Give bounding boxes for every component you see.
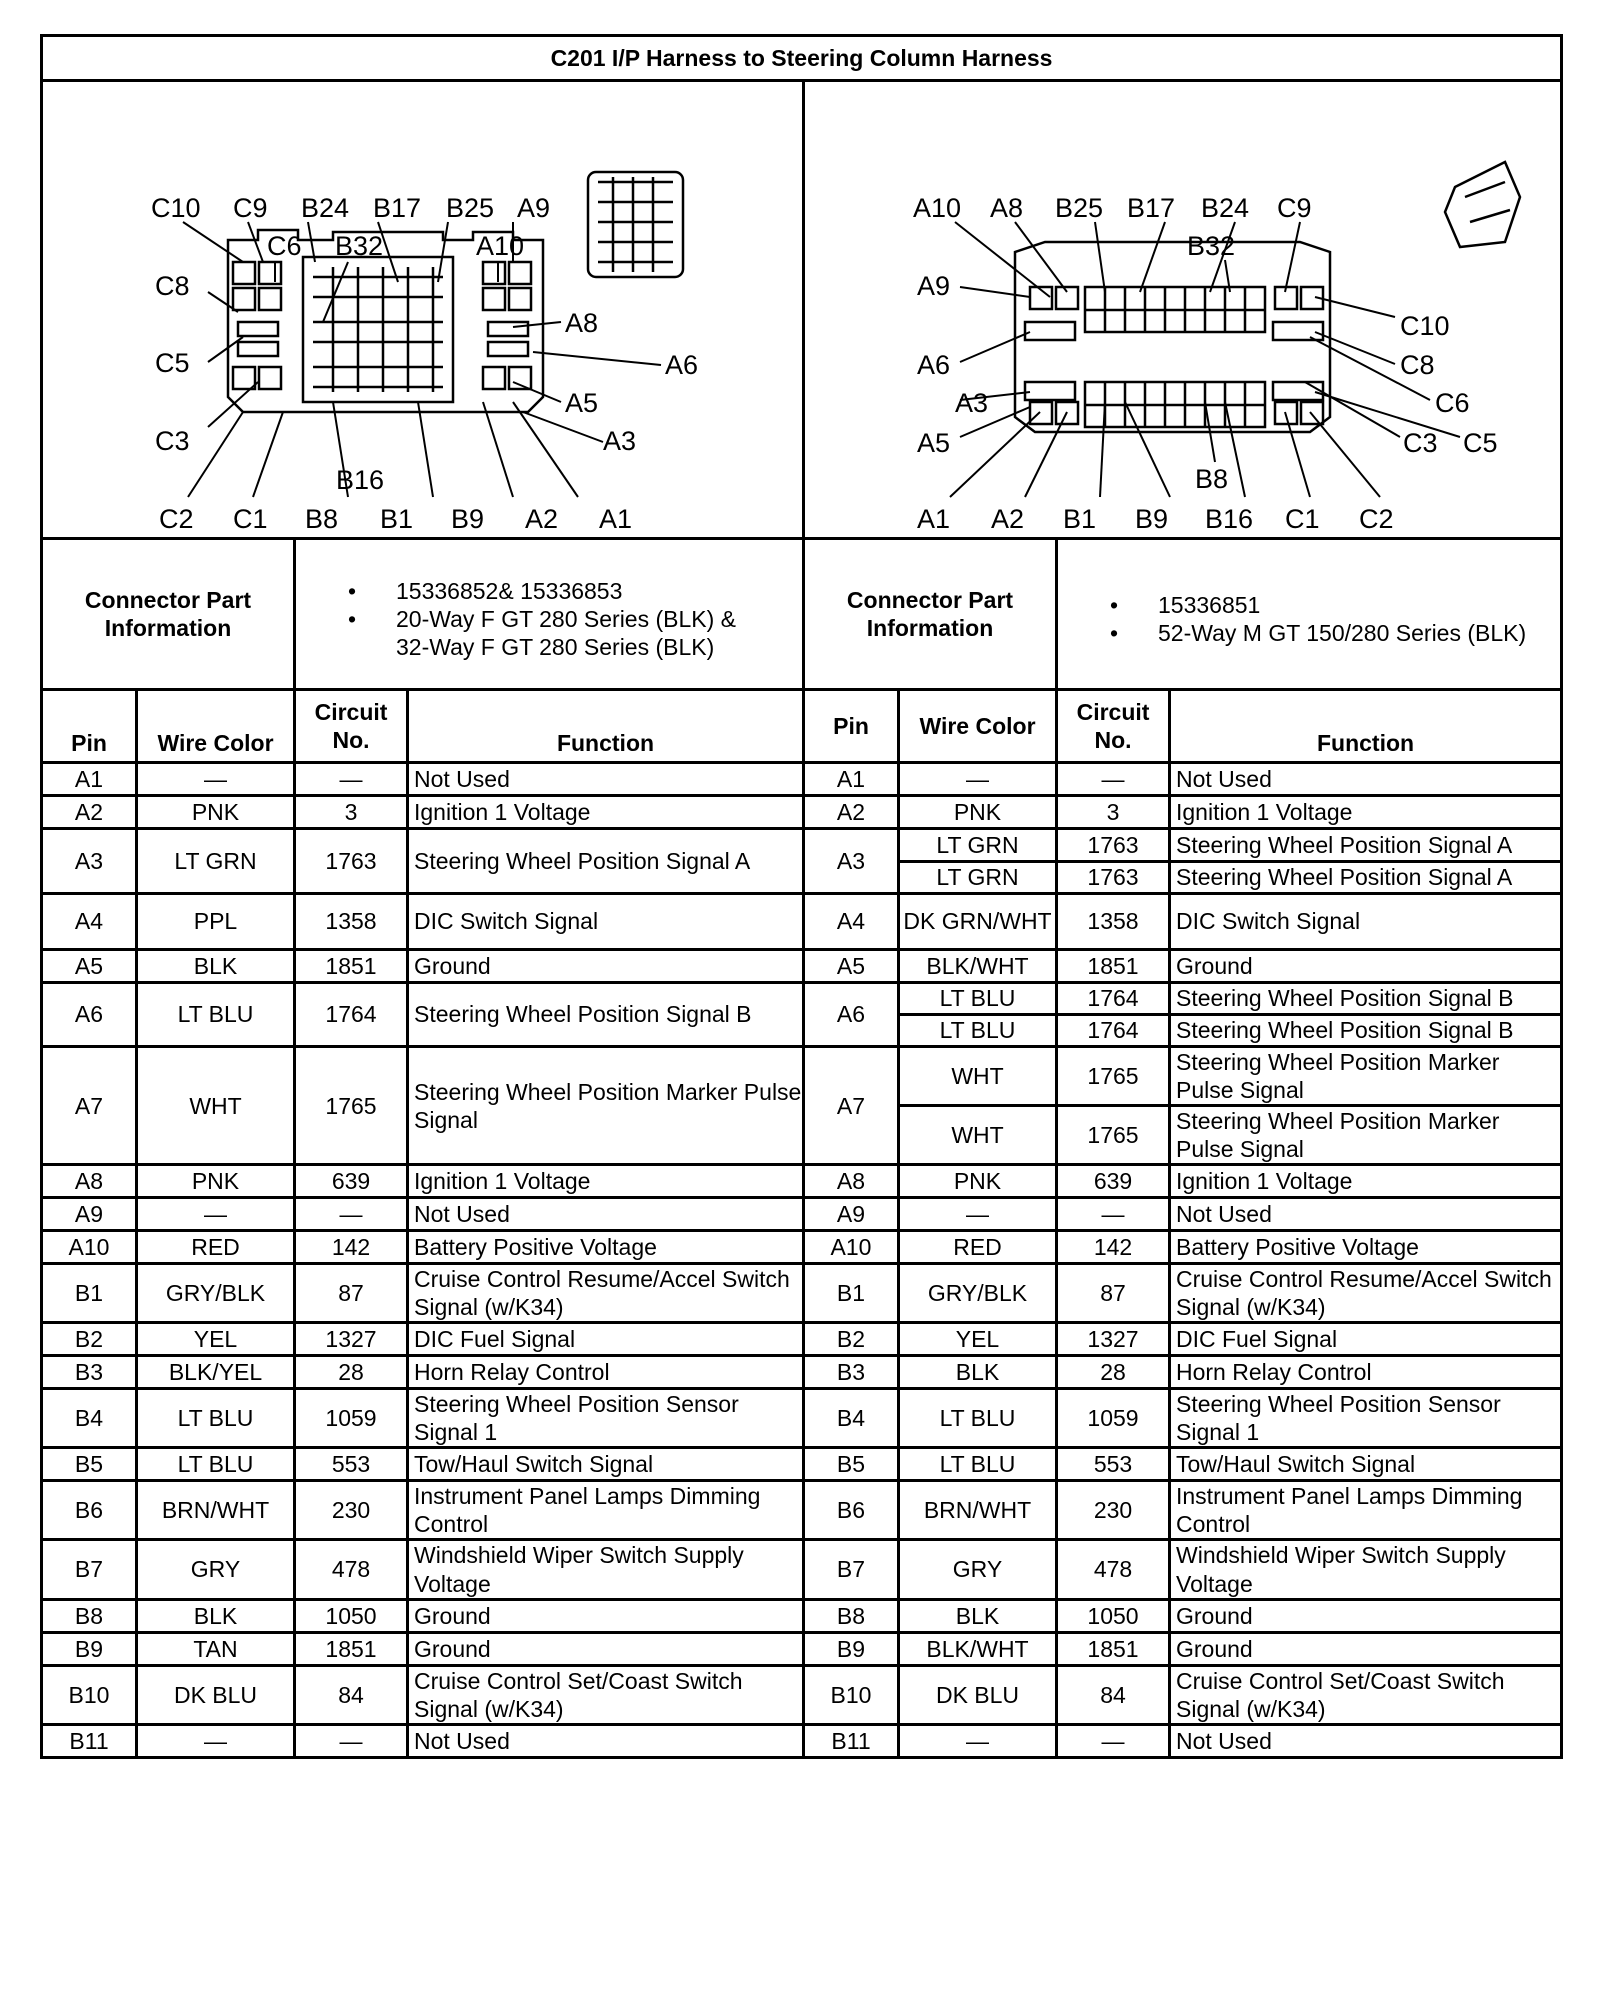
right-circuit-cell: 84 [1057, 1665, 1170, 1724]
right-pin-cell: B11 [804, 1724, 899, 1757]
table-row [42, 829, 1562, 862]
left-wire-color-cell: — [137, 763, 295, 796]
left-circuit-cell: 142 [295, 1231, 408, 1264]
left-circuit-cell: — [295, 1198, 408, 1231]
right-connector-info-label: Connector Part Information [804, 539, 1057, 690]
left-function-cell: Battery Positive Voltage [408, 1231, 804, 1264]
left-wire-color-cell: BLK/YEL [137, 1356, 295, 1389]
table-row [42, 1165, 1562, 1198]
left-circuit-cell: 1851 [295, 1632, 408, 1665]
right-pin-cell: A3 [804, 829, 899, 894]
left-pin-cell: A8 [42, 1165, 137, 1198]
right-circuit-cell: 87 [1057, 1264, 1170, 1323]
left-wire-color-cell: WHT [137, 1047, 295, 1165]
right-wire-color-cell: DK BLU [899, 1665, 1057, 1724]
right-function-cell: Steering Wheel Position Marker Pulse Signal [1170, 1106, 1562, 1165]
table-row [42, 1323, 1562, 1356]
right-function-cell: Ground [1170, 1632, 1562, 1665]
right-label-bottom: C1 [1285, 504, 1320, 534]
right-label-top: B25 [1055, 193, 1104, 223]
table-row [42, 950, 1562, 983]
header-wire-color: Wire Color [899, 690, 1057, 763]
right-label-left: A3 [955, 388, 989, 418]
left-label-top: A9 [517, 193, 551, 223]
right-label-right: C5 [1463, 428, 1498, 458]
right-wire-color-cell: GRY [899, 1540, 1057, 1599]
right-function-cell: Cruise Control Set/Coast Switch Signal (w/K34) [1170, 1665, 1562, 1724]
left-circuit-cell: 1764 [295, 983, 408, 1047]
left-function-cell: Not Used [408, 1724, 804, 1757]
left-wire-color-cell: GRY [137, 1540, 295, 1599]
left-circuit-cell: — [295, 1724, 408, 1757]
right-wire-color-cell: PNK [899, 1165, 1057, 1198]
header-circuit: Circuit No. [295, 690, 408, 763]
left-pin-cell: B4 [42, 1389, 137, 1448]
right-label-left: A5 [917, 428, 951, 458]
left-wire-color-cell: LT BLU [137, 1389, 295, 1448]
right-connector-diagram-cell [804, 81, 1562, 539]
left-label-right: A8 [565, 308, 599, 338]
left-pin-labels [151, 193, 698, 534]
right-circuit-cell: 1763 [1057, 829, 1170, 862]
left-circuit-cell: 1765 [295, 1047, 408, 1165]
left-label-left: C3 [155, 426, 190, 456]
left-function-cell: Tow/Haul Switch Signal [408, 1448, 804, 1481]
left-label-mid: A10 [476, 231, 525, 261]
left-circuit-cell: — [295, 763, 408, 796]
left-label-top: C10 [151, 193, 201, 223]
table-row [42, 1448, 1562, 1481]
right-function-cell: Steering Wheel Position Sensor Signal 1 [1170, 1389, 1562, 1448]
right-wire-color-cell: LT GRN [899, 862, 1057, 894]
left-function-cell: Ground [408, 950, 804, 983]
right-label-right: C3 [1403, 428, 1438, 458]
right-wire-color-cell: BLK/WHT [899, 950, 1057, 983]
left-function-cell: Instrument Panel Lamps Dimming Control [408, 1481, 804, 1540]
right-pin-cell: B1 [804, 1264, 899, 1323]
pinout-table [40, 34, 1563, 1759]
left-pin-cell: B9 [42, 1632, 137, 1665]
right-label-right: C8 [1400, 350, 1435, 380]
left-connector-info-label: Connector Part Information [42, 539, 295, 690]
left-function-cell: Ignition 1 Voltage [408, 1165, 804, 1198]
left-pin-cell: B8 [42, 1599, 137, 1632]
left-wire-color-cell: — [137, 1198, 295, 1231]
right-function-cell: Ignition 1 Voltage [1170, 1165, 1562, 1198]
right-pin-cell: B9 [804, 1632, 899, 1665]
table-row [42, 1665, 1562, 1724]
right-circuit-cell: 1327 [1057, 1323, 1170, 1356]
right-circuit-cell: 1763 [1057, 862, 1170, 894]
right-function-cell: Tow/Haul Switch Signal [1170, 1448, 1562, 1481]
left-label-mid: B32 [335, 231, 384, 261]
header-pin: Pin [42, 690, 137, 763]
right-pin-cell: A2 [804, 796, 899, 829]
right-circuit-cell: 1764 [1057, 1015, 1170, 1047]
right-part-number: • 15336851 [1158, 591, 1560, 619]
left-label-top: B25 [446, 193, 495, 223]
right-wire-color-cell: LT BLU [899, 983, 1057, 1015]
right-wire-color-cell: — [899, 1724, 1057, 1757]
left-pin-cell: B3 [42, 1356, 137, 1389]
right-wire-color-cell: YEL [899, 1323, 1057, 1356]
right-circuit-cell: 3 [1057, 796, 1170, 829]
right-pin-cell: B8 [804, 1599, 899, 1632]
left-function-cell: Steering Wheel Position Signal A [408, 829, 804, 894]
right-pin-cell: A10 [804, 1231, 899, 1264]
left-pin-cell: A1 [42, 763, 137, 796]
right-label-bottom: A1 [917, 504, 951, 534]
table-row [42, 1724, 1562, 1757]
right-circuit-cell: 1765 [1057, 1106, 1170, 1165]
left-circuit-cell: 1358 [295, 894, 408, 950]
right-label-b8: B8 [1195, 464, 1229, 494]
table-row [42, 763, 1562, 796]
left-circuit-cell: 1763 [295, 829, 408, 894]
right-wire-color-cell: BLK/WHT [899, 1632, 1057, 1665]
right-wire-color-cell: BRN/WHT [899, 1481, 1057, 1540]
left-connector-info [295, 539, 804, 690]
right-pin-cell: B4 [804, 1389, 899, 1448]
right-function-cell: Not Used [1170, 1724, 1562, 1757]
left-pin-cell: A3 [42, 829, 137, 894]
left-wire-color-cell: — [137, 1724, 295, 1757]
right-label-top: A10 [913, 193, 962, 223]
document-title: C201 I/P Harness to Steering Column Harness [42, 36, 1562, 81]
right-pin-cell: B7 [804, 1540, 899, 1599]
right-label-bottom: B9 [1135, 504, 1169, 534]
left-function-cell: Windshield Wiper Switch Supply Voltage [408, 1540, 804, 1599]
left-wire-color-cell: PNK [137, 796, 295, 829]
right-circuit-cell: 553 [1057, 1448, 1170, 1481]
left-part-number: • 15336852& 15336853 [396, 577, 802, 605]
header-wire-color: Wire Color [137, 690, 295, 763]
right-pin-cell: A8 [804, 1165, 899, 1198]
left-label-bottom: C2 [159, 504, 194, 534]
right-wire-color-cell: LT GRN [899, 829, 1057, 862]
left-pin-cell: A5 [42, 950, 137, 983]
left-circuit-cell: 639 [295, 1165, 408, 1198]
left-function-cell: Not Used [408, 1198, 804, 1231]
left-label-b16: B16 [336, 465, 385, 495]
right-connector-type: • 52-Way M GT 150/280 Series (BLK) [1158, 619, 1560, 647]
left-wire-color-cell: LT BLU [137, 1448, 295, 1481]
table-row [42, 1231, 1562, 1264]
table-header-row [42, 690, 1562, 763]
right-circuit-cell: 1059 [1057, 1389, 1170, 1448]
left-pin-cell: A7 [42, 1047, 137, 1165]
left-pin-cell: B7 [42, 1540, 137, 1599]
right-wire-color-cell: LT BLU [899, 1448, 1057, 1481]
left-circuit-cell: 478 [295, 1540, 408, 1599]
table-row [42, 1356, 1562, 1389]
left-pin-cell: B1 [42, 1264, 137, 1323]
left-circuit-cell: 553 [295, 1448, 408, 1481]
right-label-bottom: B1 [1063, 504, 1097, 534]
left-label-bottom: B9 [451, 504, 485, 534]
right-wire-color-cell: RED [899, 1231, 1057, 1264]
header-pin: Pin [804, 690, 899, 763]
left-circuit-cell: 87 [295, 1264, 408, 1323]
left-label-top: B24 [301, 193, 350, 223]
left-label-bottom: C1 [233, 504, 268, 534]
right-wire-color-cell: — [899, 1198, 1057, 1231]
left-label-bottom: A1 [599, 504, 633, 534]
right-wire-color-cell: BLK [899, 1356, 1057, 1389]
left-circuit-cell: 1851 [295, 950, 408, 983]
left-function-cell: Ground [408, 1632, 804, 1665]
right-label-right: C6 [1435, 388, 1470, 418]
left-wire-color-cell: GRY/BLK [137, 1264, 295, 1323]
right-function-cell: DIC Fuel Signal [1170, 1323, 1562, 1356]
left-wire-color-cell: BRN/WHT [137, 1481, 295, 1540]
right-circuit-cell: — [1057, 763, 1170, 796]
left-wire-color-cell: BLK [137, 1599, 295, 1632]
right-wire-color-cell: WHT [899, 1106, 1057, 1165]
right-function-cell: Horn Relay Control [1170, 1356, 1562, 1389]
left-circuit-cell: 1050 [295, 1599, 408, 1632]
right-function-cell: Ignition 1 Voltage [1170, 796, 1562, 829]
left-connector-type: • 20-Way F GT 280 Series (BLK) & 32-Way F GT 280 Series (BLK) [396, 605, 802, 661]
left-function-cell: Steering Wheel Position Marker Pulse Signal [408, 1047, 804, 1165]
right-function-cell: Steering Wheel Position Signal B [1170, 983, 1562, 1015]
right-circuit-cell: 1851 [1057, 950, 1170, 983]
left-connector-diagram-cell [42, 81, 804, 539]
right-wire-color-cell: PNK [899, 796, 1057, 829]
right-pin-cell: B5 [804, 1448, 899, 1481]
left-wire-color-cell: BLK [137, 950, 295, 983]
document-frame [40, 34, 1560, 1990]
table-row [42, 983, 1562, 1015]
left-function-cell: Steering Wheel Position Sensor Signal 1 [408, 1389, 804, 1448]
right-circuit-cell: 1358 [1057, 894, 1170, 950]
left-label-left: C5 [155, 348, 190, 378]
right-wire-color-cell: GRY/BLK [899, 1264, 1057, 1323]
right-circuit-cell: 478 [1057, 1540, 1170, 1599]
left-wire-color-cell: DK BLU [137, 1665, 295, 1724]
right-circuit-cell: 1764 [1057, 983, 1170, 1015]
table-row [42, 1198, 1562, 1231]
right-circuit-cell: — [1057, 1724, 1170, 1757]
left-function-cell: Cruise Control Set/Coast Switch Signal (w/K34) [408, 1665, 804, 1724]
table-row [42, 1481, 1562, 1540]
left-function-cell: Steering Wheel Position Signal B [408, 983, 804, 1047]
right-function-cell: DIC Switch Signal [1170, 894, 1562, 950]
left-connector-diagram [43, 82, 803, 537]
right-circuit-cell: 1050 [1057, 1599, 1170, 1632]
left-pin-cell: A4 [42, 894, 137, 950]
left-function-cell: Horn Relay Control [408, 1356, 804, 1389]
left-pin-cell: B6 [42, 1481, 137, 1540]
right-pin-cell: A5 [804, 950, 899, 983]
right-function-cell: Windshield Wiper Switch Supply Voltage [1170, 1540, 1562, 1599]
right-wire-color-cell: — [899, 763, 1057, 796]
left-circuit-cell: 28 [295, 1356, 408, 1389]
right-label-top: B24 [1201, 193, 1250, 223]
left-wire-color-cell: PNK [137, 1165, 295, 1198]
right-wire-color-cell: LT BLU [899, 1389, 1057, 1448]
right-label-top: C9 [1277, 193, 1312, 223]
right-pin-cell: B6 [804, 1481, 899, 1540]
table-row [42, 1264, 1562, 1323]
left-label-bottom: B8 [305, 504, 339, 534]
left-label-right: A6 [665, 350, 699, 380]
right-label-left: A6 [917, 350, 951, 380]
table-row [42, 1599, 1562, 1632]
right-label-bottom: B16 [1205, 504, 1254, 534]
right-wire-color-cell: DK GRN/WHT [899, 894, 1057, 950]
left-function-cell: Ignition 1 Voltage [408, 796, 804, 829]
right-label-right: C10 [1400, 311, 1450, 341]
right-pin-cell: B2 [804, 1323, 899, 1356]
right-function-cell: Battery Positive Voltage [1170, 1231, 1562, 1264]
right-circuit-cell: 1765 [1057, 1047, 1170, 1106]
right-pin-cell: A7 [804, 1047, 899, 1165]
header-function: Function [408, 690, 804, 763]
right-function-cell: Steering Wheel Position Signal A [1170, 829, 1562, 862]
right-connector-info [1057, 539, 1562, 690]
left-pin-cell: B10 [42, 1665, 137, 1724]
right-circuit-cell: 1851 [1057, 1632, 1170, 1665]
right-label-bottom: A2 [991, 504, 1025, 534]
left-circuit-cell: 84 [295, 1665, 408, 1724]
table-row [42, 1047, 1562, 1106]
left-label-left: C8 [155, 271, 190, 301]
left-wire-color-cell: RED [137, 1231, 295, 1264]
left-circuit-cell: 3 [295, 796, 408, 829]
right-pin-cell: A9 [804, 1198, 899, 1231]
left-function-cell: Ground [408, 1599, 804, 1632]
table-row [42, 1540, 1562, 1599]
left-label-top: C9 [233, 193, 268, 223]
right-function-cell: Ground [1170, 1599, 1562, 1632]
left-pin-cell: B2 [42, 1323, 137, 1356]
right-pin-labels [913, 193, 1498, 534]
left-pin-cell: B11 [42, 1724, 137, 1757]
left-function-cell: DIC Fuel Signal [408, 1323, 804, 1356]
left-wire-color-cell: PPL [137, 894, 295, 950]
right-function-cell: Steering Wheel Position Signal B [1170, 1015, 1562, 1047]
right-pin-cell: B3 [804, 1356, 899, 1389]
left-wire-color-cell: YEL [137, 1323, 295, 1356]
right-circuit-cell: — [1057, 1198, 1170, 1231]
right-label-top: B17 [1127, 193, 1176, 223]
right-pin-cell: A1 [804, 763, 899, 796]
right-label-b32: B32 [1187, 231, 1236, 261]
right-function-cell: Not Used [1170, 1198, 1562, 1231]
right-wire-color-cell: BLK [899, 1599, 1057, 1632]
header-function: Function [1170, 690, 1562, 763]
right-connector-diagram [805, 82, 1565, 537]
left-label-top: B17 [373, 193, 422, 223]
right-label-left: A9 [917, 271, 951, 301]
right-function-cell: Not Used [1170, 763, 1562, 796]
left-label-mid: C6 [267, 231, 302, 261]
right-circuit-cell: 639 [1057, 1165, 1170, 1198]
left-wire-color-cell: LT BLU [137, 983, 295, 1047]
right-function-cell: Ground [1170, 950, 1562, 983]
left-pin-cell: B5 [42, 1448, 137, 1481]
left-pin-cell: A2 [42, 796, 137, 829]
right-pin-cell: A4 [804, 894, 899, 950]
right-circuit-cell: 28 [1057, 1356, 1170, 1389]
left-wire-color-cell: LT GRN [137, 829, 295, 894]
left-circuit-cell: 1327 [295, 1323, 408, 1356]
right-function-cell: Steering Wheel Position Marker Pulse Signal [1170, 1047, 1562, 1106]
left-circuit-cell: 1059 [295, 1389, 408, 1448]
right-wire-color-cell: WHT [899, 1047, 1057, 1106]
table-row [42, 1389, 1562, 1448]
right-circuit-cell: 142 [1057, 1231, 1170, 1264]
left-circuit-cell: 230 [295, 1481, 408, 1540]
right-function-cell: Steering Wheel Position Signal A [1170, 862, 1562, 894]
left-function-cell: Not Used [408, 763, 804, 796]
table-row [42, 796, 1562, 829]
right-label-top: A8 [990, 193, 1024, 223]
right-pin-cell: B10 [804, 1665, 899, 1724]
right-function-cell: Instrument Panel Lamps Dimming Control [1170, 1481, 1562, 1540]
right-function-cell: Cruise Control Resume/Accel Switch Signal (w/K34) [1170, 1264, 1562, 1323]
left-label-bottom: A2 [525, 504, 559, 534]
left-label-right: A3 [603, 426, 637, 456]
right-label-bottom: C2 [1359, 504, 1394, 534]
table-row [42, 894, 1562, 950]
left-function-cell: DIC Switch Signal [408, 894, 804, 950]
left-function-cell: Cruise Control Resume/Accel Switch Signal (w/K34) [408, 1264, 804, 1323]
left-label-bottom: B1 [380, 504, 414, 534]
left-pin-cell: A10 [42, 1231, 137, 1264]
left-label-right: A5 [565, 388, 599, 418]
right-pin-cell: A6 [804, 983, 899, 1047]
table-row [42, 1632, 1562, 1665]
right-circuit-cell: 230 [1057, 1481, 1170, 1540]
left-pin-cell: A6 [42, 983, 137, 1047]
left-wire-color-cell: TAN [137, 1632, 295, 1665]
header-circuit: Circuit No. [1057, 690, 1170, 763]
right-wire-color-cell: LT BLU [899, 1015, 1057, 1047]
left-pin-cell: A9 [42, 1198, 137, 1231]
right-leader-lines [950, 222, 1460, 497]
